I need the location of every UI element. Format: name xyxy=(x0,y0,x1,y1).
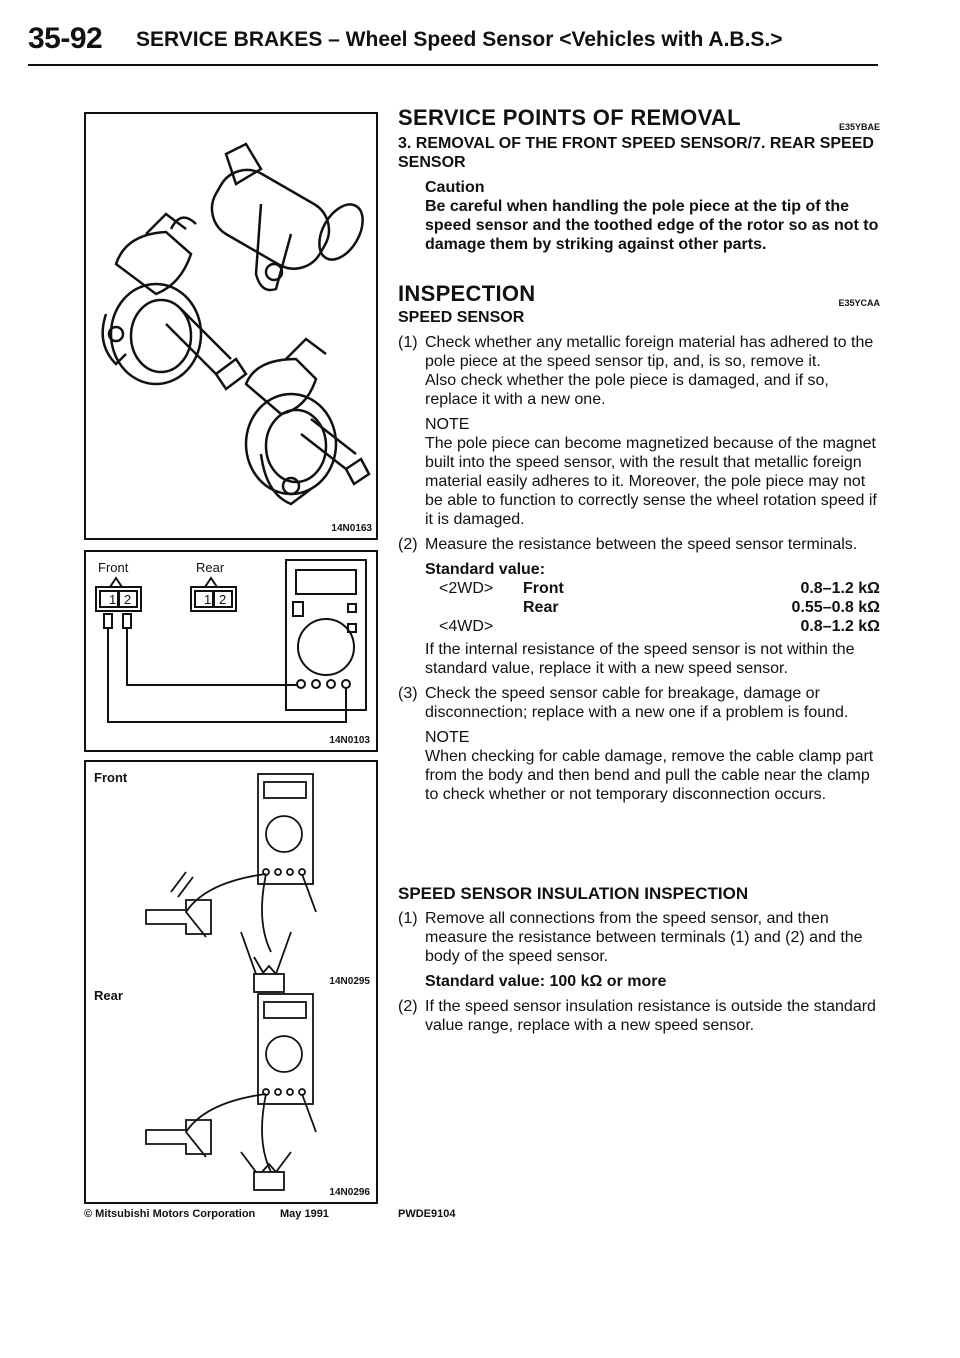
step1-text-b: Also check whether the pole piece is damaged, and if so, replace it with a new one. xyxy=(425,372,829,408)
inspection-subheading: SPEED SENSOR xyxy=(398,309,525,326)
fig3-rear-label: Rear xyxy=(94,988,123,1003)
figure-code: 14N0163 xyxy=(331,523,372,534)
fig2-front-label: Front xyxy=(98,560,129,575)
terminal-2-label: 2 xyxy=(219,592,227,607)
terminal-1-label: 1 xyxy=(109,592,117,607)
std-front-value: 0.8–1.2 kΩ xyxy=(800,580,880,597)
std-4wd-value: 0.8–1.2 kΩ xyxy=(800,618,880,635)
fig2-rear-label: Rear xyxy=(196,560,225,575)
figure-code-front: 14N0295 xyxy=(329,976,370,987)
figure-insulation-inspection xyxy=(84,760,378,1204)
terminal-2-label: 2 xyxy=(124,592,132,607)
step-number: (3) xyxy=(398,685,418,702)
fig3-front-label: Front xyxy=(94,770,128,785)
doc-code: PWDE9104 xyxy=(398,1208,456,1220)
std-rear-value: 0.55–0.8 kΩ xyxy=(791,599,880,616)
inspection-code: E35YCAA xyxy=(838,298,880,308)
step-number: (2) xyxy=(398,536,418,553)
footer-date: May 1991 xyxy=(280,1208,329,1220)
insulation-standard: Standard value: 100 kΩ or more xyxy=(425,973,667,990)
step3-text: Check the speed sensor cable for breakage, damage or disconnection; replace with a new one if a problem is found. xyxy=(425,685,849,721)
caution-text: Be careful when handling the pole piece at the tip of the speed sensor and the toothed edge of the rotor so as not to damage them by striking against other parts. xyxy=(425,198,879,253)
note3-text: When checking for cable damage, remove the cable clamp part from the body and then bend and pull the cable near the clamp to check whether or not temporary disconnection occurs. xyxy=(425,748,874,803)
standard-value-label: Standard value: xyxy=(425,561,546,578)
removal-item: 3. REMOVAL OF THE FRONT SPEED SENSOR/7. REAR SPEED SENSOR xyxy=(398,135,874,171)
removal-heading: SERVICE POINTS OF REMOVAL xyxy=(398,105,741,130)
copyright: © Mitsubishi Motors Corporation xyxy=(84,1208,256,1220)
step1-text-a: Check whether any metallic foreign material has adhered to the pole piece at the speed sensor tip, and, is so, remove it. xyxy=(425,334,874,370)
insulation-section xyxy=(398,884,880,1035)
figure-speed-sensors xyxy=(84,112,378,540)
figure-connector-meter xyxy=(84,550,378,752)
figure-code-rear: 14N0296 xyxy=(329,1187,370,1198)
figure-code: 14N0103 xyxy=(329,735,370,746)
insulation-step1-text: Remove all connections from the speed sensor, and then measure the resistance between terminals (1) and (2) and the body of the speed sensor. xyxy=(425,910,863,965)
insulation-heading: SPEED SENSOR INSULATION INSPECTION xyxy=(398,884,749,903)
page-title: SERVICE BRAKES – Wheel Speed Sensor <Vehicles with A.B.S.> xyxy=(136,28,783,51)
step2-after: If the internal resistance of the speed sensor is not within the standard value, replace it with a new speed sensor. xyxy=(425,641,855,677)
inspection-heading: INSPECTION xyxy=(398,281,536,306)
step2-text: Measure the resistance between the speed sensor terminals. xyxy=(425,536,858,553)
header-rule xyxy=(28,64,878,66)
note3-title: NOTE xyxy=(425,729,470,746)
step-number: (1) xyxy=(398,910,418,927)
insulation-step2-text: If the speed sensor insulation resistance is outside the standard value range, replace with a new speed sensor. xyxy=(425,998,876,1034)
step-number: (1) xyxy=(398,334,418,351)
meter-diagram xyxy=(86,552,376,750)
caution-title: Caution xyxy=(425,179,485,196)
std-front: Front xyxy=(523,580,564,597)
removal-code: E35YBAE xyxy=(838,122,880,132)
terminal-1-label: 1 xyxy=(204,592,212,607)
std-rear: Rear xyxy=(523,599,559,616)
note1-text: The pole piece can become magnetized because of the magnet built into the speed sensor, with the result that metallic foreign material easily adheres to it. Moreover, the pole piece may not be able to function to correctly sense the wheel rotation speed if it is damaged. xyxy=(425,435,877,528)
speed-sensor-illustration xyxy=(86,114,376,538)
step-number: (2) xyxy=(398,998,418,1015)
std-4wd: <4WD> xyxy=(439,618,494,635)
note1-title: NOTE xyxy=(425,416,470,433)
std-2wd: <2WD> xyxy=(439,580,494,597)
page-number: 35-92 xyxy=(28,22,103,55)
removal-section xyxy=(398,105,880,254)
inspection-section xyxy=(398,281,880,804)
